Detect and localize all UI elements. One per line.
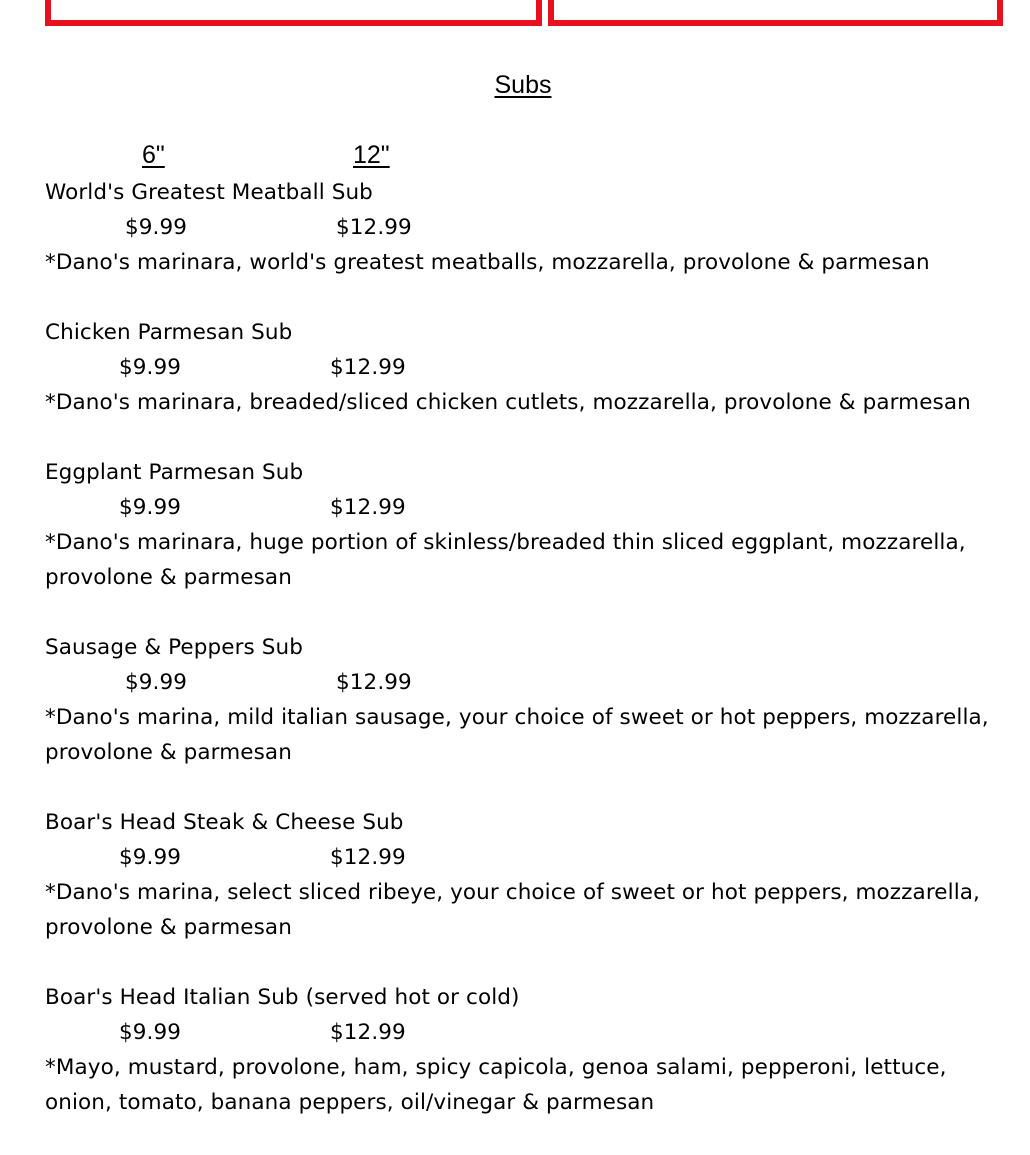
item-name: Boar's Head Italian Sub (served hot or cold) <box>45 985 520 1010</box>
menu-item <box>45 175 1015 280</box>
menu-item <box>45 315 1015 420</box>
price-row <box>45 490 1015 525</box>
size-header-12-inch: 12" <box>353 141 390 169</box>
price-6-inch: $9.99 <box>119 845 182 870</box>
item-description: *Mayo, mustard, provolone, ham, spicy capicola, genoa salami, pepperoni, lettuce, onion, tomato, banana peppers, oil/vinegar & parmesan <box>45 1055 947 1115</box>
price-12-inch: $12.99 <box>336 670 412 695</box>
price-12-inch: $12.99 <box>330 495 406 520</box>
price-6-inch: $9.99 <box>125 670 188 695</box>
menu-item <box>45 805 1015 945</box>
item-description: *Dano's marinara, world's greatest meatballs, mozzarella, provolone & parmesan <box>45 250 930 275</box>
size-header-6-inch: 6" <box>142 141 165 169</box>
price-6-inch: $9.99 <box>125 215 188 240</box>
price-12-inch: $12.99 <box>336 215 412 240</box>
item-name: Eggplant Parmesan Sub <box>45 460 304 485</box>
price-row <box>45 350 1015 385</box>
item-name: Chicken Parmesan Sub <box>45 320 293 345</box>
item-name: Sausage & Peppers Sub <box>45 635 303 660</box>
menu-item <box>45 455 1015 595</box>
item-description: *Dano's marinara, huge portion of skinless/breaded thin sliced eggplant, mozzarella, provolone & parmesan <box>45 530 966 590</box>
menu-list <box>45 175 1015 1155</box>
price-12-inch: $12.99 <box>330 1020 406 1045</box>
price-12-inch: $12.99 <box>330 355 406 380</box>
price-6-inch: $9.99 <box>119 355 182 380</box>
price-6-inch: $9.99 <box>119 495 182 520</box>
price-row <box>45 210 1015 245</box>
item-description: *Dano's marina, select sliced ribeye, your choice of sweet or hot peppers, mozzarella, provolone & parmesan <box>45 880 980 940</box>
price-row <box>45 840 1015 875</box>
menu-item <box>45 630 1015 770</box>
item-description: *Dano's marinara, breaded/sliced chicken cutlets, mozzarella, provolone & parmesan <box>45 390 971 415</box>
price-12-inch: $12.99 <box>330 845 406 870</box>
red-frame-left <box>45 0 542 26</box>
menu-item <box>45 980 1015 1120</box>
item-name: Boar's Head Steak & Cheese Sub <box>45 810 404 835</box>
item-name: World's Greatest Meatball Sub <box>45 180 373 205</box>
red-frame-right <box>548 0 1003 26</box>
price-6-inch: $9.99 <box>119 1020 182 1045</box>
section-title: Subs <box>494 71 552 99</box>
item-description: *Dano's marina, mild italian sausage, your choice of sweet or hot peppers, mozzarella, provolone & parmesan <box>45 705 989 765</box>
price-row <box>45 665 1015 700</box>
price-row <box>45 1015 1015 1050</box>
